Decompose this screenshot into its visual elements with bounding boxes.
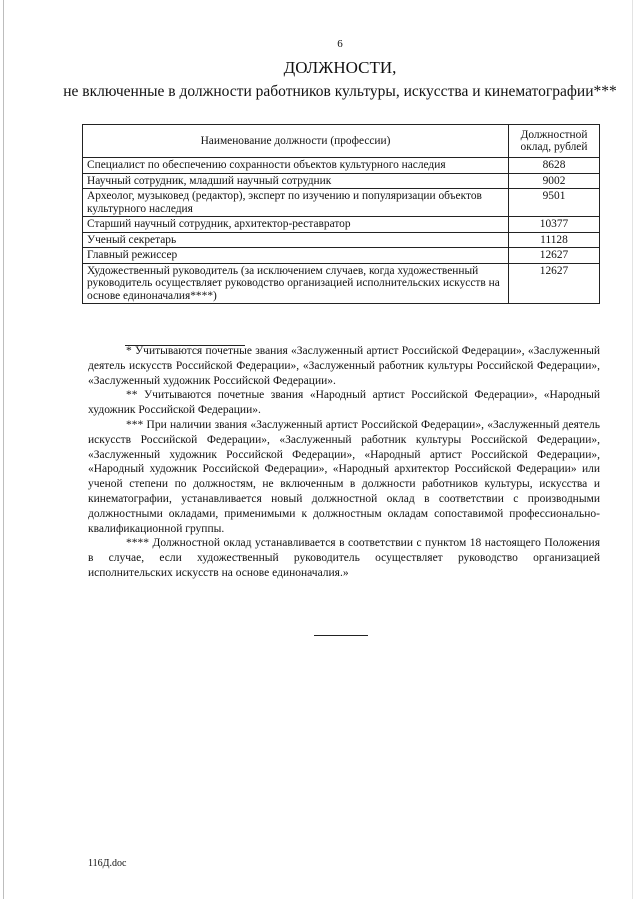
table-row [83, 263, 600, 304]
end-rule [314, 635, 368, 636]
position-salary: 11128 [509, 232, 600, 248]
position-salary: 8628 [509, 158, 600, 174]
footnote-2: ** Учитываются почетные звания «Народный артист Российской Федерации», «Народный художник Российской Федерации». [88, 389, 600, 417]
footnote-1: * Учитываются почетные звания «Заслуженный артист Российской Федерации», «Заслуженный деятель искусств Российской Федерации», «Заслуженный работник культуры Российской Федерации», «Заслуженный художник Российской Федерации». [88, 345, 600, 387]
page-number: 6 [337, 38, 343, 50]
scan-edge-left [3, 0, 4, 899]
position-name: Археолог, музыковед (редактор), эксперт по изучению и популяризации объектов культурного наследия [83, 189, 509, 217]
table-row [83, 217, 600, 233]
position-name: Старший научный сотрудник, архитектор-реставратор [83, 217, 509, 233]
position-name: Главный режиссер [83, 248, 509, 264]
position-name: Научный сотрудник, младший научный сотрудник [83, 173, 509, 189]
table-row [83, 173, 600, 189]
page-subtitle: не включенные в должности работников культуры, искусства и кинематографии*** [63, 83, 617, 100]
footnote-4: **** Должностной оклад устанавливается в соответствии с пунктом 18 настоящего Положения в случае, если художественный руководитель осуществляет руководство организацией исполнительских искусств на основе единоначалия.» [88, 537, 600, 579]
page-title: ДОЛЖНОСТИ, [283, 58, 397, 77]
header-salary: Должностной оклад, рублей [509, 125, 600, 158]
table-row [83, 158, 600, 174]
header-position-name: Наименование должности (профессии) [83, 125, 509, 158]
position-name: Специалист по обеспечению сохранности объектов культурного наследия [83, 158, 509, 174]
position-salary: 12627 [509, 248, 600, 264]
scan-edge-right [632, 0, 633, 899]
footnotes [88, 344, 600, 581]
table-row [83, 248, 600, 264]
file-name: 116Д.doc [88, 858, 127, 869]
position-salary: 12627 [509, 263, 600, 304]
position-name: Ученый секретарь [83, 232, 509, 248]
position-salary: 10377 [509, 217, 600, 233]
position-salary: 9002 [509, 173, 600, 189]
table-row [83, 232, 600, 248]
position-salary: 9501 [509, 189, 600, 217]
table-header-row [83, 125, 600, 158]
footnote-3: *** При наличии звания «Заслуженный артист Российской Федерации», «Заслуженный деятель искусств Российской Федерации», «Заслуженный работник культуры Российской Федерации», «Заслуженный художник Российской Федерации», «Народный артист Российской Федерации», «Народный художник Российской Федерации», «Народный архитектор Российской Федерации» или ученой степени по должностям, не включенным в должности работников культуры, искусства и кинематографии, устанавливается новый должностной оклад в соответствии с производными должностными окладами, применимыми к должностным окладам сопоставимой профессионально-квалификационной группы. [88, 418, 600, 535]
position-name: Художественный руководитель (за исключением случаев, когда художественный руководитель осуществляет руководство организацией исполнительских искусств на основе единоначалия****) [83, 263, 509, 304]
positions-table [82, 124, 600, 304]
table-row [83, 189, 600, 217]
